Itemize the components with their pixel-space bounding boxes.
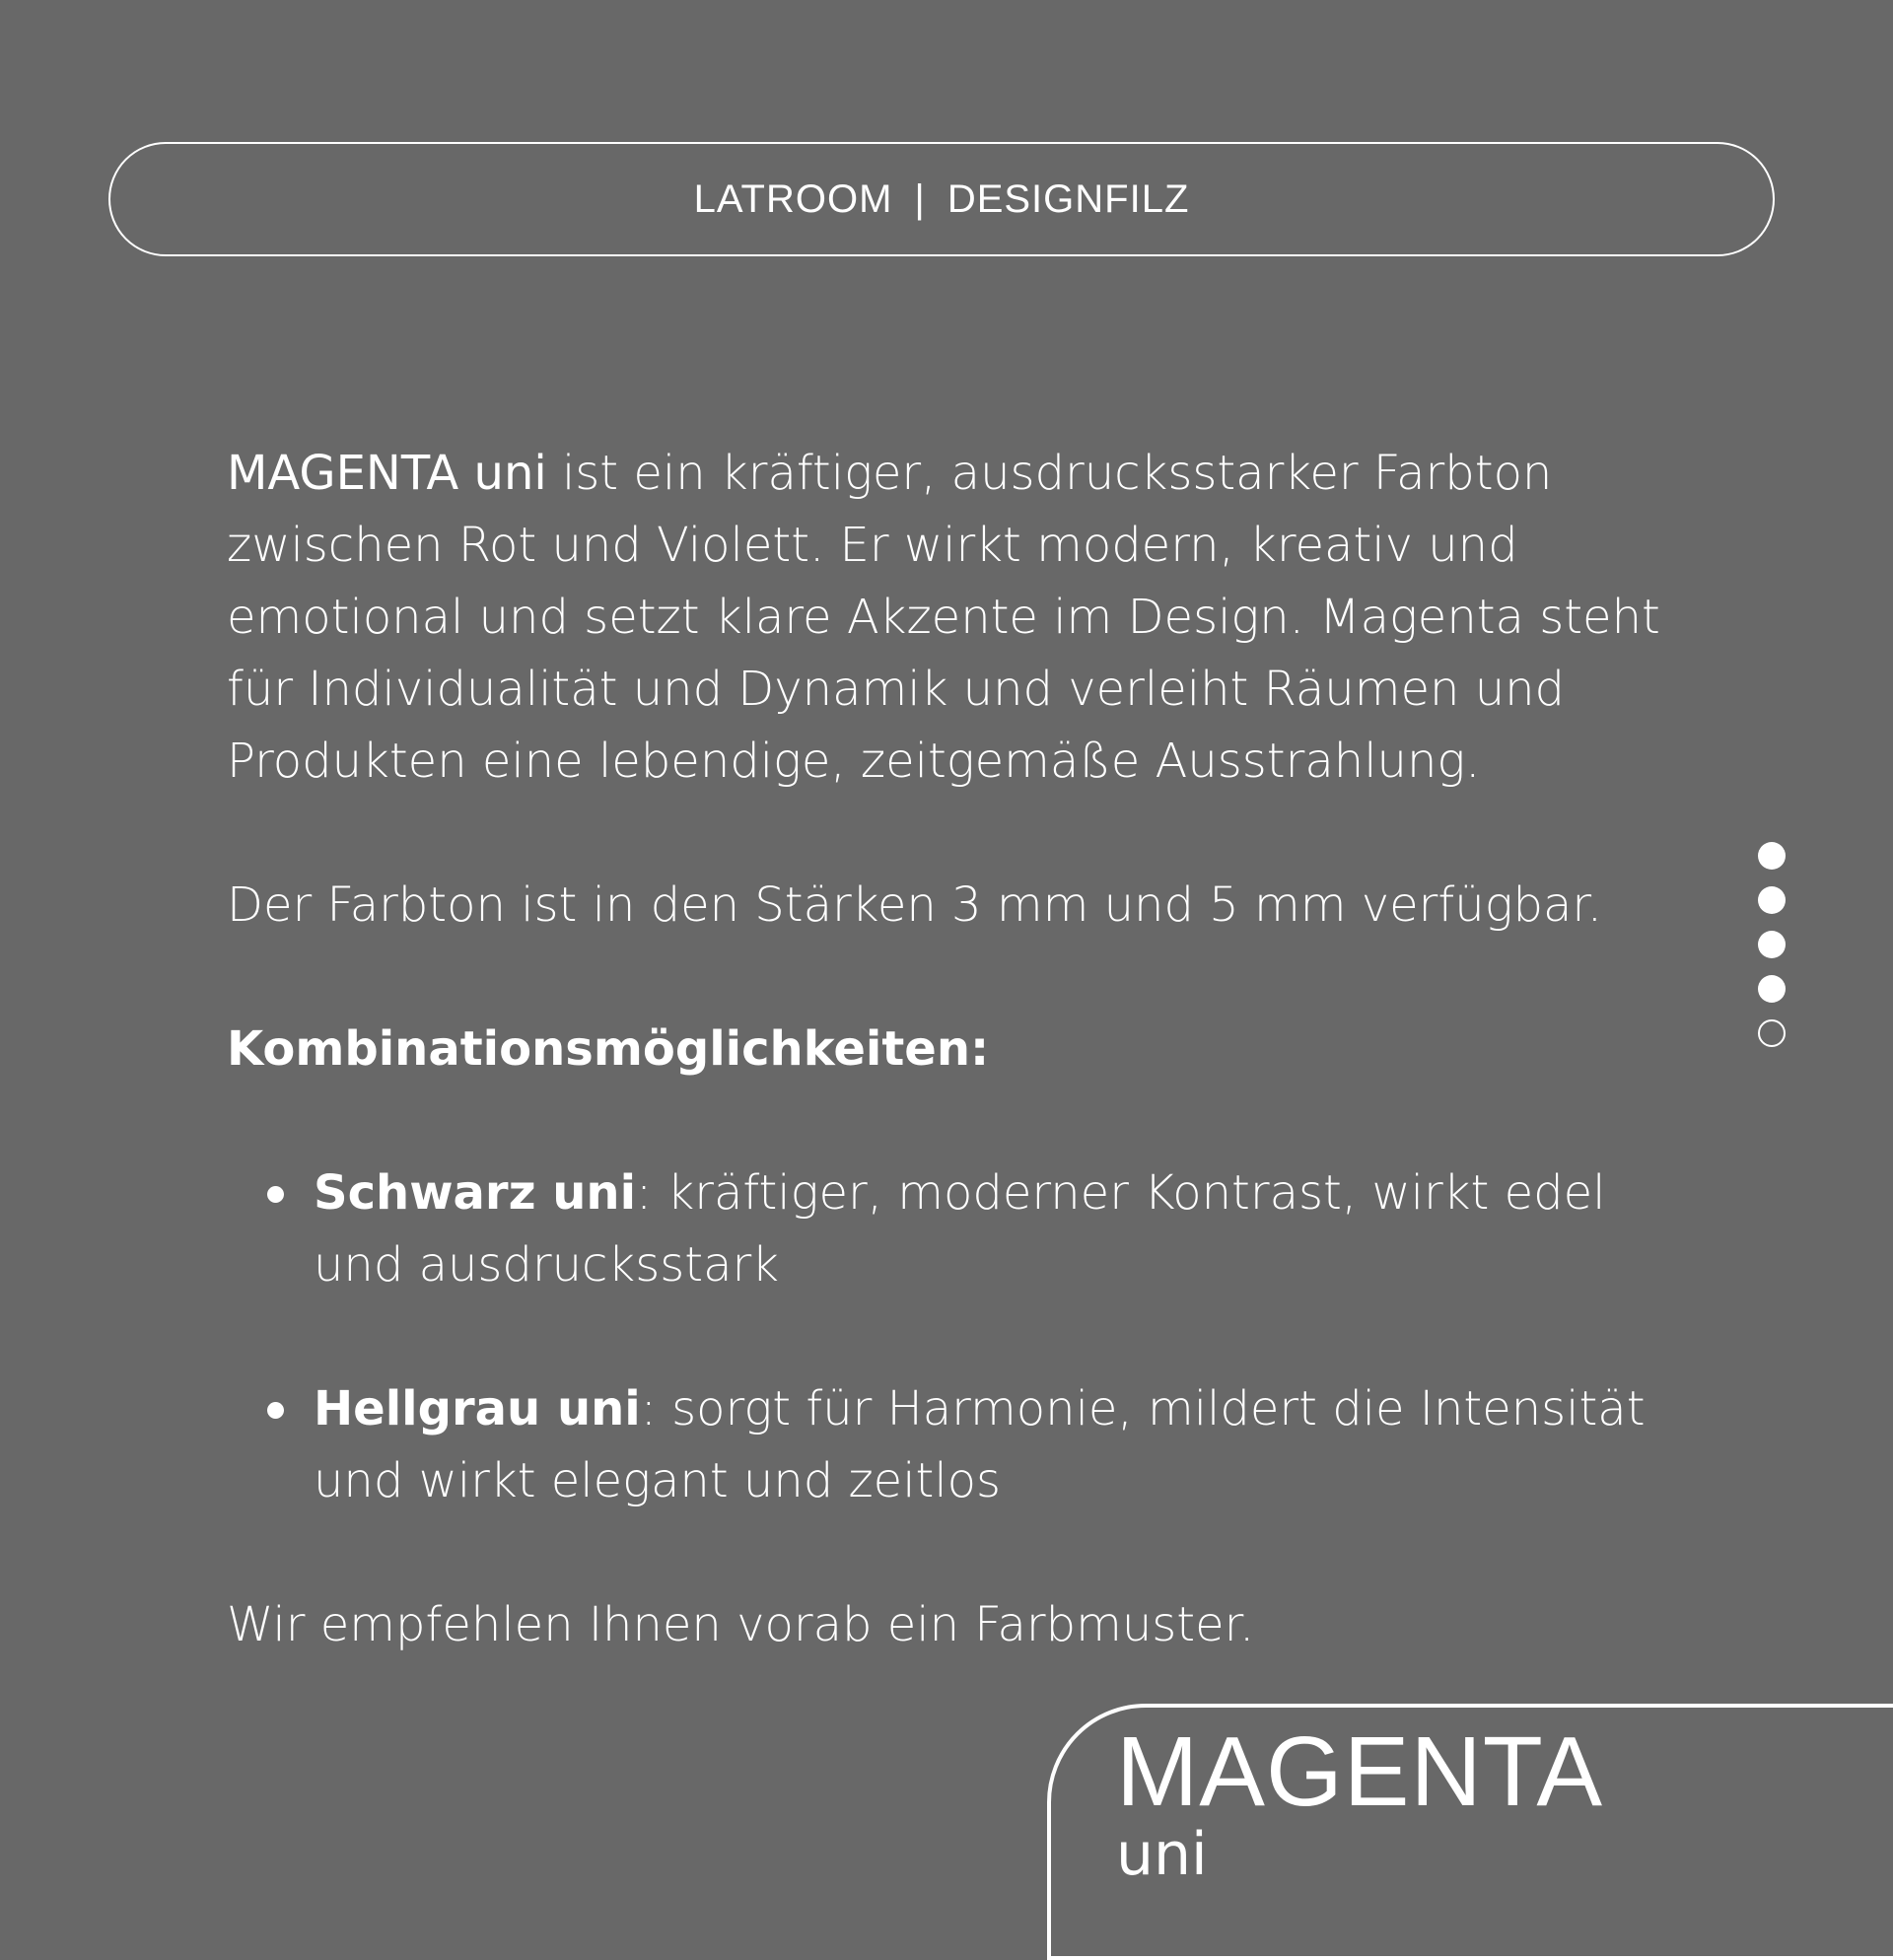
combination-name: Schwarz uni bbox=[314, 1165, 637, 1221]
carousel-pagination bbox=[1758, 842, 1788, 1049]
combinations-heading: Kombinationsmöglichkeiten: bbox=[227, 1021, 990, 1077]
carousel-dot-3[interactable] bbox=[1758, 931, 1786, 958]
carousel-dot-4[interactable] bbox=[1758, 975, 1786, 1003]
intro-paragraph bbox=[227, 438, 1686, 798]
combination-text: : sorgt für Harmonie, mildert die Intensität und wirkt elegant und zeitlos bbox=[314, 1381, 1646, 1508]
category-name: DESIGNFILZ bbox=[946, 176, 1190, 221]
availability-text: Der Farbton ist in den Stärken 3 mm und 5 mm verfügbar. bbox=[227, 877, 1602, 933]
recommendation-text: Wir empfehlen Ihnen vorab ein Farbmuster. bbox=[227, 1597, 1255, 1652]
list-item bbox=[227, 1373, 1686, 1517]
combination-text: : kräftiger, moderner Kontrast, wirkt edel und ausdrucksstark bbox=[314, 1165, 1606, 1293]
product-description bbox=[227, 438, 1686, 1661]
product-subtitle: uni bbox=[1116, 1820, 1208, 1889]
carousel-dot-5-active[interactable] bbox=[1758, 1019, 1786, 1047]
combination-name: Hellgrau uni bbox=[314, 1381, 641, 1436]
intro-text: ist ein kräftiger, ausdrucksstarker Farbton zwischen Rot und Violett. Er wirkt modern, kreativ und emotional und setzt klare Akzente im Design. Magenta steht für Individualität und Dynamik und verleiht Räumen und Produkten eine lebendige, zeitgemäße Ausstrahlung. bbox=[227, 446, 1660, 789]
header-banner bbox=[108, 142, 1775, 256]
product-title: MAGENTA bbox=[1116, 1716, 1604, 1827]
bullet-icon bbox=[267, 1186, 284, 1203]
header-separator: | bbox=[914, 176, 926, 221]
carousel-dot-2[interactable] bbox=[1758, 886, 1786, 914]
carousel-dot-1[interactable] bbox=[1758, 842, 1786, 870]
combinations-list bbox=[227, 1157, 1686, 1517]
bullet-icon bbox=[267, 1402, 284, 1419]
list-item bbox=[227, 1157, 1686, 1301]
intro-product-name: MAGENTA uni bbox=[227, 446, 547, 501]
brand-name: LATROOM bbox=[693, 176, 893, 221]
